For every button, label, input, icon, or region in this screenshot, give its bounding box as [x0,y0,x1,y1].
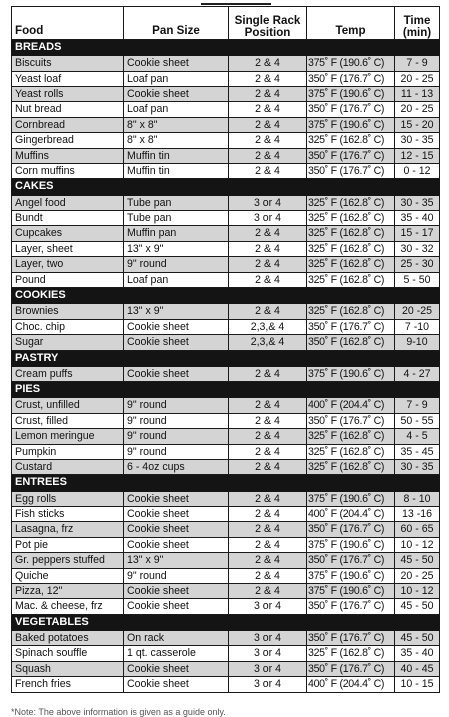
cell-rack-position: 2 & 4 [229,553,307,568]
cell-temp: 350˚ F (176.7˚ C) [307,319,395,334]
cell-time: 5 - 50 [395,272,440,287]
cell-food: Lemon meringue [12,429,124,444]
cell-temp: 350˚ F (176.7˚ C) [307,102,395,117]
cell-rack-position: 2 & 4 [229,506,307,521]
cell-food: Cupcakes [12,226,124,241]
cell-temp: 375˚ F (190.6˚ C) [307,117,395,132]
baking-chart [11,0,439,693]
cell-rack-position: 3 or 4 [229,195,307,210]
cell-food: Choc. chip [12,319,124,334]
cell-temp: 325˚ F (162.8˚ C) [307,429,395,444]
cell-pan-size: On rack [124,631,229,646]
cell-food: Nut bread [12,102,124,117]
cell-food: Fish sticks [12,506,124,521]
cell-pan-size: 13" x 9" [124,553,229,568]
cell-rack-position: 2 & 4 [229,568,307,583]
section-header [12,382,440,398]
cell-pan-size: 9" round [124,568,229,583]
cell-time: 60 - 65 [395,522,440,537]
cell-rack-position: 3 or 4 [229,599,307,614]
cell-temp: 350˚ F (176.7˚ C) [307,413,395,428]
cell-temp: 375˚ F (190.6˚ C) [307,491,395,506]
cell-time: 13 -16 [395,506,440,521]
cell-pan-size: Cookie sheet [124,491,229,506]
cell-time: 7 - 9 [395,398,440,413]
cell-pan-size: Cookie sheet [124,319,229,334]
cell-time: 30 - 32 [395,241,440,256]
cell-temp: 350˚ F (176.7˚ C) [307,553,395,568]
table-row [12,117,440,132]
header-row [12,7,440,40]
cell-food: Gingerbread [12,133,124,148]
cell-time: 20 - 25 [395,568,440,583]
table-body [12,40,440,693]
section-header [12,288,440,304]
cell-temp: 350˚ F (176.7˚ C) [307,522,395,537]
cell-time: 0 - 12 [395,164,440,179]
table-row [12,413,440,428]
cell-time: 20 - 25 [395,102,440,117]
section-header [12,475,440,491]
cell-pan-size: 9" round [124,413,229,428]
cell-temp: 350˚ F (176.7˚ C) [307,661,395,676]
cell-rack-position: 2 & 4 [229,164,307,179]
cell-rack-position: 2 & 4 [229,459,307,474]
cell-temp: 375˚ F (190.6˚ C) [307,366,395,381]
table-row [12,195,440,210]
cell-food: Yeast rolls [12,87,124,102]
cell-temp: 350˚ F (176.7˚ C) [307,631,395,646]
cell-rack-position: 2 & 4 [229,413,307,428]
cell-pan-size: 9" round [124,429,229,444]
cell-rack-position: 2 & 4 [229,491,307,506]
cell-pan-size: 13" x 9" [124,241,229,256]
cell-pan-size: 8" x 8" [124,117,229,132]
cell-time: 25 - 30 [395,257,440,272]
table-row [12,444,440,459]
cell-food: Pot pie [12,537,124,552]
header-time-line2: (min) [402,26,432,39]
cell-pan-size: Cookie sheet [124,87,229,102]
table-row [12,133,440,148]
cell-rack-position: 2 & 4 [229,257,307,272]
table-row [12,429,440,444]
cell-time: 20 - 25 [395,71,440,86]
baking-table [11,6,440,693]
table-row [12,164,440,179]
cell-pan-size: Cookie sheet [124,537,229,552]
footnote: *Note: The above information is given as a guide only. [11,707,226,717]
table-row [12,102,440,117]
cell-food: Pizza, 12" [12,584,124,599]
section-header [12,179,440,195]
cell-pan-size: 9" round [124,257,229,272]
cell-rack-position: 2 & 4 [229,429,307,444]
cell-food: Layer, two [12,257,124,272]
cell-pan-size: Cookie sheet [124,677,229,692]
section-header [12,350,440,366]
cell-pan-size: Cookie sheet [124,584,229,599]
cell-food: Muffins [12,148,124,163]
table-row [12,459,440,474]
cell-food: Brownies [12,304,124,319]
cell-pan-size: Cookie sheet [124,522,229,537]
cell-pan-size: 8" x 8" [124,133,229,148]
cell-pan-size: Cookie sheet [124,506,229,521]
cell-temp: 375˚ F (190.6˚ C) [307,537,395,552]
table-row [12,584,440,599]
cell-pan-size: 6 - 4oz cups [124,459,229,474]
cell-pan-size: Tube pan [124,195,229,210]
table-row [12,398,440,413]
section-title: PASTRY [12,350,440,366]
section-title: VEGETABLES [12,614,440,630]
cell-time: 50 - 55 [395,413,440,428]
cell-food: Mac. & cheese, frz [12,599,124,614]
cell-time: 7 - 9 [395,56,440,71]
cell-temp: 325˚ F (162.8˚ C) [307,133,395,148]
cell-time: 9-10 [395,335,440,350]
cell-food: Lasagna, frz [12,522,124,537]
table-row [12,661,440,676]
cell-temp: 350˚ F (176.7˚ C) [307,164,395,179]
section-title: PIES [12,382,440,398]
cell-temp: 375˚ F (190.6˚ C) [307,56,395,71]
header-temp: Temp [307,7,395,40]
cell-pan-size: Tube pan [124,211,229,226]
section-header [12,40,440,56]
table-row [12,537,440,552]
cell-food: Custard [12,459,124,474]
cell-pan-size: Loaf pan [124,102,229,117]
table-row [12,631,440,646]
table-row [12,319,440,334]
table-row [12,148,440,163]
cell-food: Sugar [12,335,124,350]
cell-temp: 375˚ F (190.6˚ C) [307,87,395,102]
cell-pan-size: Muffin tin [124,148,229,163]
cell-rack-position: 2 & 4 [229,133,307,148]
cell-pan-size: Muffin tin [124,164,229,179]
cell-temp: 350˚ F (176.7˚ C) [307,148,395,163]
table-row [12,553,440,568]
cell-rack-position: 2 & 4 [229,87,307,102]
cell-pan-size: 1 qt. casserole [124,646,229,661]
cell-temp: 400˚ F (204.4˚ C) [307,677,395,692]
table-row [12,56,440,71]
cell-rack-position: 2 & 4 [229,304,307,319]
table-row [12,568,440,583]
cell-rack-position: 3 or 4 [229,661,307,676]
cell-pan-size: Cookie sheet [124,661,229,676]
cell-pan-size: Cookie sheet [124,366,229,381]
cell-time: 15 - 17 [395,226,440,241]
table-row [12,272,440,287]
cell-time: 4 - 27 [395,366,440,381]
cell-rack-position: 2 & 4 [229,444,307,459]
cell-temp: 400˚ F (204.4˚ C) [307,398,395,413]
cell-food: Cornbread [12,117,124,132]
cell-temp: 325˚ F (162.8˚ C) [307,257,395,272]
cell-food: Angel food [12,195,124,210]
table-row [12,304,440,319]
cell-time: 10 - 12 [395,537,440,552]
cell-time: 20 -25 [395,304,440,319]
cell-pan-size: Cookie sheet [124,335,229,350]
cell-time: 45 - 50 [395,631,440,646]
header-food: Food [12,7,124,40]
cell-time: 4 - 5 [395,429,440,444]
cell-rack-position: 2 & 4 [229,226,307,241]
cell-food: Crust, filled [12,413,124,428]
cell-time: 30 - 35 [395,195,440,210]
section-title: CAKES [12,179,440,195]
cell-temp: 325˚ F (162.8˚ C) [307,444,395,459]
table-row [12,506,440,521]
table-row [12,522,440,537]
cell-temp: 375˚ F (190.6˚ C) [307,584,395,599]
cell-rack-position: 2 & 4 [229,522,307,537]
cell-rack-position: 2 & 4 [229,398,307,413]
cell-time: 11 - 13 [395,87,440,102]
section-title: COOKIES [12,288,440,304]
cell-food: Corn muffins [12,164,124,179]
cell-time: 7 -10 [395,319,440,334]
section-title: ENTREES [12,475,440,491]
cell-temp: 400˚ F (204.4˚ C) [307,506,395,521]
cell-rack-position: 2 & 4 [229,272,307,287]
cell-food: French fries [12,677,124,692]
cell-temp: 325˚ F (162.8˚ C) [307,459,395,474]
cell-rack-position: 3 or 4 [229,631,307,646]
cell-pan-size: Cookie sheet [124,599,229,614]
cell-time: 30 - 35 [395,133,440,148]
cell-rack-position: 3 or 4 [229,677,307,692]
cell-time: 35 - 40 [395,646,440,661]
cell-rack-position: 2 & 4 [229,71,307,86]
cell-food: Biscuits [12,56,124,71]
table-row [12,226,440,241]
cell-temp: 350˚ F (162.8˚ C) [307,335,395,350]
cell-temp: 375˚ F (190.6˚ C) [307,568,395,583]
cell-food: Pound [12,272,124,287]
cell-rack-position: 2 & 4 [229,241,307,256]
cell-food: Quiche [12,568,124,583]
header-rack-position-line2: Position [244,26,291,39]
cell-temp: 325˚ F (162.8˚ C) [307,646,395,661]
cell-rack-position: 2 & 4 [229,102,307,117]
table-row [12,335,440,350]
cell-temp: 325˚ F (162.8˚ C) [307,241,395,256]
cell-temp: 325˚ F (162.8˚ C) [307,226,395,241]
cell-temp: 350˚ F (176.7˚ C) [307,599,395,614]
cell-food: Egg rolls [12,491,124,506]
cell-temp: 325˚ F (162.8˚ C) [307,195,395,210]
cell-rack-position: 2,3,& 4 [229,319,307,334]
cell-food: Bundt [12,211,124,226]
table-row [12,491,440,506]
cell-food: Cream puffs [12,366,124,381]
header-pan-size: Pan Size [124,7,229,40]
cell-time: 8 - 10 [395,491,440,506]
cell-pan-size: 9" round [124,444,229,459]
cell-time: 15 - 20 [395,117,440,132]
cell-rack-position: 3 or 4 [229,646,307,661]
header-rack-position-line1: Single Rack [234,14,301,27]
cell-time: 35 - 40 [395,211,440,226]
cell-temp: 325˚ F (162.8˚ C) [307,211,395,226]
cell-time: 45 - 50 [395,553,440,568]
cell-rack-position: 2 & 4 [229,366,307,381]
cell-temp: 350˚ F (176.7˚ C) [307,71,395,86]
cell-time: 30 - 35 [395,459,440,474]
table-row [12,211,440,226]
cell-food: Layer, sheet [12,241,124,256]
table-row [12,71,440,86]
header-rack-position [229,7,307,40]
cell-time: 40 - 45 [395,661,440,676]
cell-rack-position: 3 or 4 [229,211,307,226]
cell-food: Spinach souffle [12,646,124,661]
header-time [395,7,440,40]
cell-pan-size: Loaf pan [124,272,229,287]
cell-food: Crust, unfilled [12,398,124,413]
table-row [12,366,440,381]
section-title: BREADS [12,40,440,56]
table-row [12,257,440,272]
header-time-line1: Time [403,14,431,27]
cell-rack-position: 2 & 4 [229,117,307,132]
cell-rack-position: 2 & 4 [229,56,307,71]
section-header [12,614,440,630]
cell-food: Squash [12,661,124,676]
cell-time: 12 - 15 [395,148,440,163]
cell-rack-position: 2 & 4 [229,537,307,552]
cell-time: 35 - 45 [395,444,440,459]
cell-food: Baked potatoes [12,631,124,646]
table-row [12,677,440,692]
cell-rack-position: 2 & 4 [229,148,307,163]
cell-pan-size: Loaf pan [124,71,229,86]
cell-pan-size: Muffin pan [124,226,229,241]
cell-temp: 325˚ F (162.8˚ C) [307,304,395,319]
cell-time: 10 - 12 [395,584,440,599]
cell-food: Gr. peppers stuffed [12,553,124,568]
cell-time: 45 - 50 [395,599,440,614]
cell-pan-size: Cookie sheet [124,56,229,71]
cell-temp: 325˚ F (162.8˚ C) [307,272,395,287]
table-row [12,646,440,661]
cell-time: 10 - 15 [395,677,440,692]
table-row [12,87,440,102]
table-row [12,241,440,256]
cell-food: Yeast loaf [12,71,124,86]
cell-rack-position: 2 & 4 [229,584,307,599]
cell-pan-size: 9" round [124,398,229,413]
table-row [12,599,440,614]
cell-food: Pumpkin [12,444,124,459]
cell-pan-size: 13" x 9" [124,304,229,319]
cell-rack-position: 2,3,& 4 [229,335,307,350]
